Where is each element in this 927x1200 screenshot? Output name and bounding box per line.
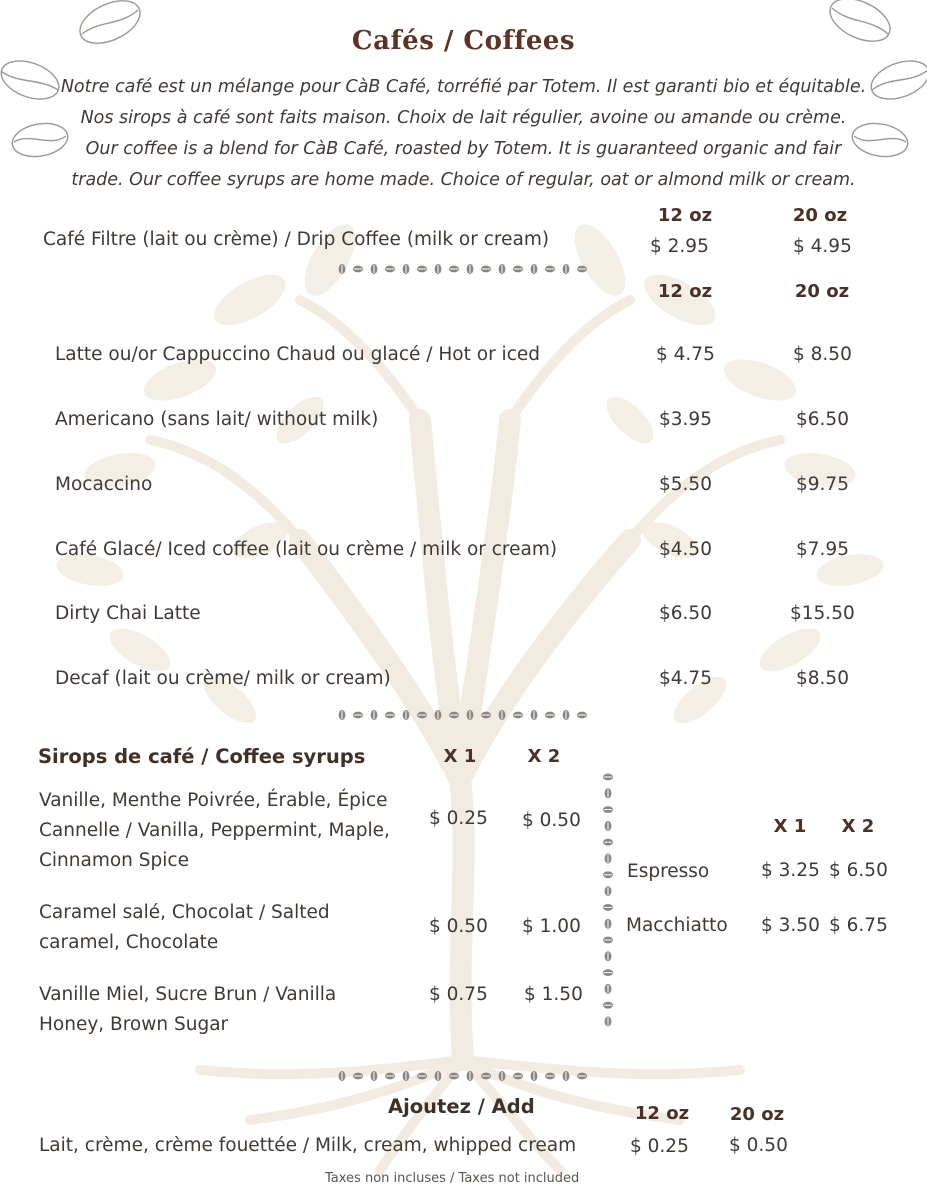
coffee-bean-icon [435, 1071, 442, 1081]
coffee-bean-icon [353, 1073, 363, 1080]
coffee-bean-icon [353, 712, 363, 719]
coffee-bean-icon [545, 1073, 555, 1080]
coffee-item-price-large: $ 8.50 [793, 344, 852, 365]
syrup-item-price-x2: $ 1.00 [522, 916, 581, 937]
coffee-bean-icon [481, 266, 491, 273]
coffee-bean-icon [603, 969, 613, 976]
espresso-col-x1-header: X 1 [773, 816, 807, 837]
coffee-item-price-large: $9.75 [796, 474, 849, 495]
syrup-item-line: Caramel salé, Chocolat / Salted [39, 902, 330, 923]
coffee-bean-icon [603, 839, 613, 846]
add-item-name: Lait, crème, crème fouettée / Milk, cream, whipped cream [39, 1135, 577, 1156]
coffee-item-price-small: $5.50 [659, 474, 712, 495]
drip-coffee-price-large: $ 4.95 [793, 236, 852, 257]
coffee-bean-icon [467, 264, 474, 274]
intro-line: Notre café est un mélange pour CàB Café, torréfié par Totem. Il est garanti bio et équitable. [60, 77, 867, 97]
coffee-item-price-large: $8.50 [796, 668, 849, 689]
coffee-bean-icon [605, 821, 612, 831]
coffee-bean-icon [403, 1071, 410, 1081]
coffee-bean-icon [449, 1073, 459, 1080]
bean-divider [335, 262, 593, 276]
coffee-bean-icon [531, 264, 538, 274]
coffee-bean-icon [385, 1073, 395, 1080]
syrup-item-line: Vanille, Menthe Poivrée, Érable, Épice [39, 790, 388, 811]
add-size-small-header: 12 oz [634, 1103, 690, 1124]
espresso-item-price-x2: $ 6.75 [829, 915, 888, 936]
syrup-item-line: Cinnamon Spice [39, 850, 189, 871]
coffee-bean-icon [403, 264, 410, 274]
coffee-bean-icon [545, 266, 555, 273]
espresso-item-price-x1: $ 3.25 [761, 860, 820, 881]
coffee-bean-icon [417, 266, 427, 273]
coffee-bean-icon [481, 1073, 491, 1080]
taxes-note: Taxes non incluses / Taxes not included [325, 1171, 580, 1186]
coffee-bean-icon [371, 710, 378, 720]
coffee-bean-icon [385, 266, 395, 273]
syrup-item-price-x2: $ 1.50 [524, 984, 583, 1005]
syrups-section-title: Sirops de café / Coffee syrups [38, 745, 366, 768]
coffee-bean-icon [605, 854, 612, 864]
coffee-bean-icon [339, 264, 346, 274]
coffee-item-name: Dirty Chai Latte [55, 603, 201, 624]
coffee-bean-icon [603, 1002, 613, 1009]
coffee-bean-icon [449, 266, 459, 273]
add-size-large-header: 20 oz [729, 1104, 785, 1125]
drip-coffee-price-small: $ 2.95 [650, 236, 709, 257]
syrup-item-price-x1: $ 0.50 [429, 916, 488, 937]
coffee-bean-icon [603, 871, 613, 878]
coffee-bean-icon [531, 1071, 538, 1081]
syrup-item-price-x1: $ 0.25 [429, 808, 488, 829]
coffee-bean-icon [513, 266, 523, 273]
coffee-bean-icon [339, 710, 346, 720]
add-item-price-small: $ 0.25 [630, 1136, 689, 1157]
coffee-item-price-small: $ 4.75 [656, 344, 715, 365]
syrup-item-line: Cannelle / Vanilla, Peppermint, Maple, [39, 820, 390, 841]
syrup-item-price-x2: $ 0.50 [522, 810, 581, 831]
syrup-item-price-x1: $ 0.75 [429, 984, 488, 1005]
coffee-bean-icon [481, 712, 491, 719]
intro-line: Our coffee is a blend for CàB Café, roasted by Totem. It is guaranteed organic and fair [85, 139, 842, 159]
coffee-item-name: Americano (sans lait/ without milk) [55, 409, 379, 430]
syrup-item-name [39, 898, 330, 958]
coffee-bean-icon [603, 937, 613, 944]
coffee-bean-icon [605, 951, 612, 961]
coffee-bean-icon [603, 904, 613, 911]
drip-size-large-header: 20 oz [792, 205, 848, 226]
syrups-col-x2-header: X 2 [527, 746, 561, 767]
coffee-bean-icon [353, 266, 363, 273]
espresso-col-x2-header: X 2 [841, 816, 875, 837]
coffee-bean-icon [467, 710, 474, 720]
syrups-col-x1-header: X 1 [443, 746, 477, 767]
coffee-bean-icon [499, 710, 506, 720]
drip-coffee-name: Café Filtre (lait ou crème) / Drip Coffee (milk or cream) [43, 229, 550, 250]
coffee-item-name: Mocaccino [55, 474, 153, 495]
syrup-item-line: caramel, Chocolate [39, 932, 219, 953]
coffee-bean-icon [403, 710, 410, 720]
coffee-bean-icon [531, 710, 538, 720]
add-section-title: Ajoutez / Add [388, 1095, 535, 1118]
coffee-bean-icon [449, 712, 459, 719]
coffee-bean-icon [563, 264, 570, 274]
syrup-item-line: Honey, Brown Sugar [39, 1014, 229, 1035]
coffee-bean-icon [499, 264, 506, 274]
coffee-item-price-large: $6.50 [796, 409, 849, 430]
bean-divider [335, 1069, 593, 1083]
intro-text [20, 72, 907, 196]
coffee-bean-icon [371, 1071, 378, 1081]
coffee-bean-icon [417, 712, 427, 719]
coffee-bean-icon [371, 264, 378, 274]
intro-line: Nos sirops à café sont faits maison. Choix de lait régulier, avoine ou amande ou crème. [80, 108, 847, 128]
coffee-item-price-small: $4.75 [659, 668, 712, 689]
coffee-bean-icon [435, 710, 442, 720]
page-title: Cafés / Coffees [351, 26, 576, 56]
coffee-bean-icon [577, 712, 587, 719]
coffee-bean-icon [467, 1071, 474, 1081]
coffee-bean-icon [577, 1073, 587, 1080]
syrup-item-name [39, 980, 336, 1040]
coffee-item-name: Decaf (lait ou crème/ milk or cream) [55, 668, 391, 689]
add-item-price-large: $ 0.50 [729, 1135, 788, 1156]
coffee-item-price-large: $15.50 [790, 603, 855, 624]
coffee-bean-icon [545, 712, 555, 719]
coffee-bean-icon [499, 1071, 506, 1081]
coffee-bean-icon [563, 710, 570, 720]
coffee-bean-icon [513, 1073, 523, 1080]
coffee-bean-icon [603, 774, 613, 781]
coffee-item-price-small: $6.50 [659, 603, 712, 624]
coffee-bean-icon [603, 806, 613, 813]
syrup-item-line: Vanille Miel, Sucre Brun / Vanilla [39, 984, 337, 1005]
coffee-bean-icon [563, 1071, 570, 1081]
coffee-item-price-small: $4.50 [659, 539, 712, 560]
bean-divider-vertical [601, 770, 615, 1032]
bean-divider [335, 708, 593, 722]
coffee-bean-icon [339, 1071, 346, 1081]
coffee-bean-icon [385, 712, 395, 719]
coffee-bean-icon [605, 984, 612, 994]
espresso-item-name: Espresso [627, 861, 710, 882]
espresso-item-name: Macchiatto [626, 915, 728, 936]
coffee-item-price-small: $3.95 [659, 409, 712, 430]
coffee-size-small-header: 12 oz [657, 281, 713, 302]
coffee-item-name: Café Glacé/ Iced coffee (lait ou crème / milk or cream) [55, 539, 558, 560]
coffee-bean-icon [577, 266, 587, 273]
coffee-bean-icon [513, 712, 523, 719]
intro-line: trade. Our coffee syrups are home made. Choice of regular, oat or almond milk or cream. [71, 170, 856, 190]
coffee-bean-icon [417, 1073, 427, 1080]
coffee-bean-icon [605, 788, 612, 798]
coffee-item-name: Latte ou/or Cappuccino Chaud ou glacé / Hot or iced [55, 344, 540, 365]
espresso-item-price-x2: $ 6.50 [829, 860, 888, 881]
coffee-size-large-header: 20 oz [794, 281, 850, 302]
coffee-item-price-large: $7.95 [796, 539, 849, 560]
coffee-bean-icon [435, 264, 442, 274]
syrup-item-name [39, 786, 390, 876]
coffee-bean-icon [605, 1017, 612, 1027]
drip-size-small-header: 12 oz [657, 205, 713, 226]
coffee-bean-icon [605, 886, 612, 896]
coffee-bean-icon [605, 919, 612, 929]
espresso-item-price-x1: $ 3.50 [761, 915, 820, 936]
